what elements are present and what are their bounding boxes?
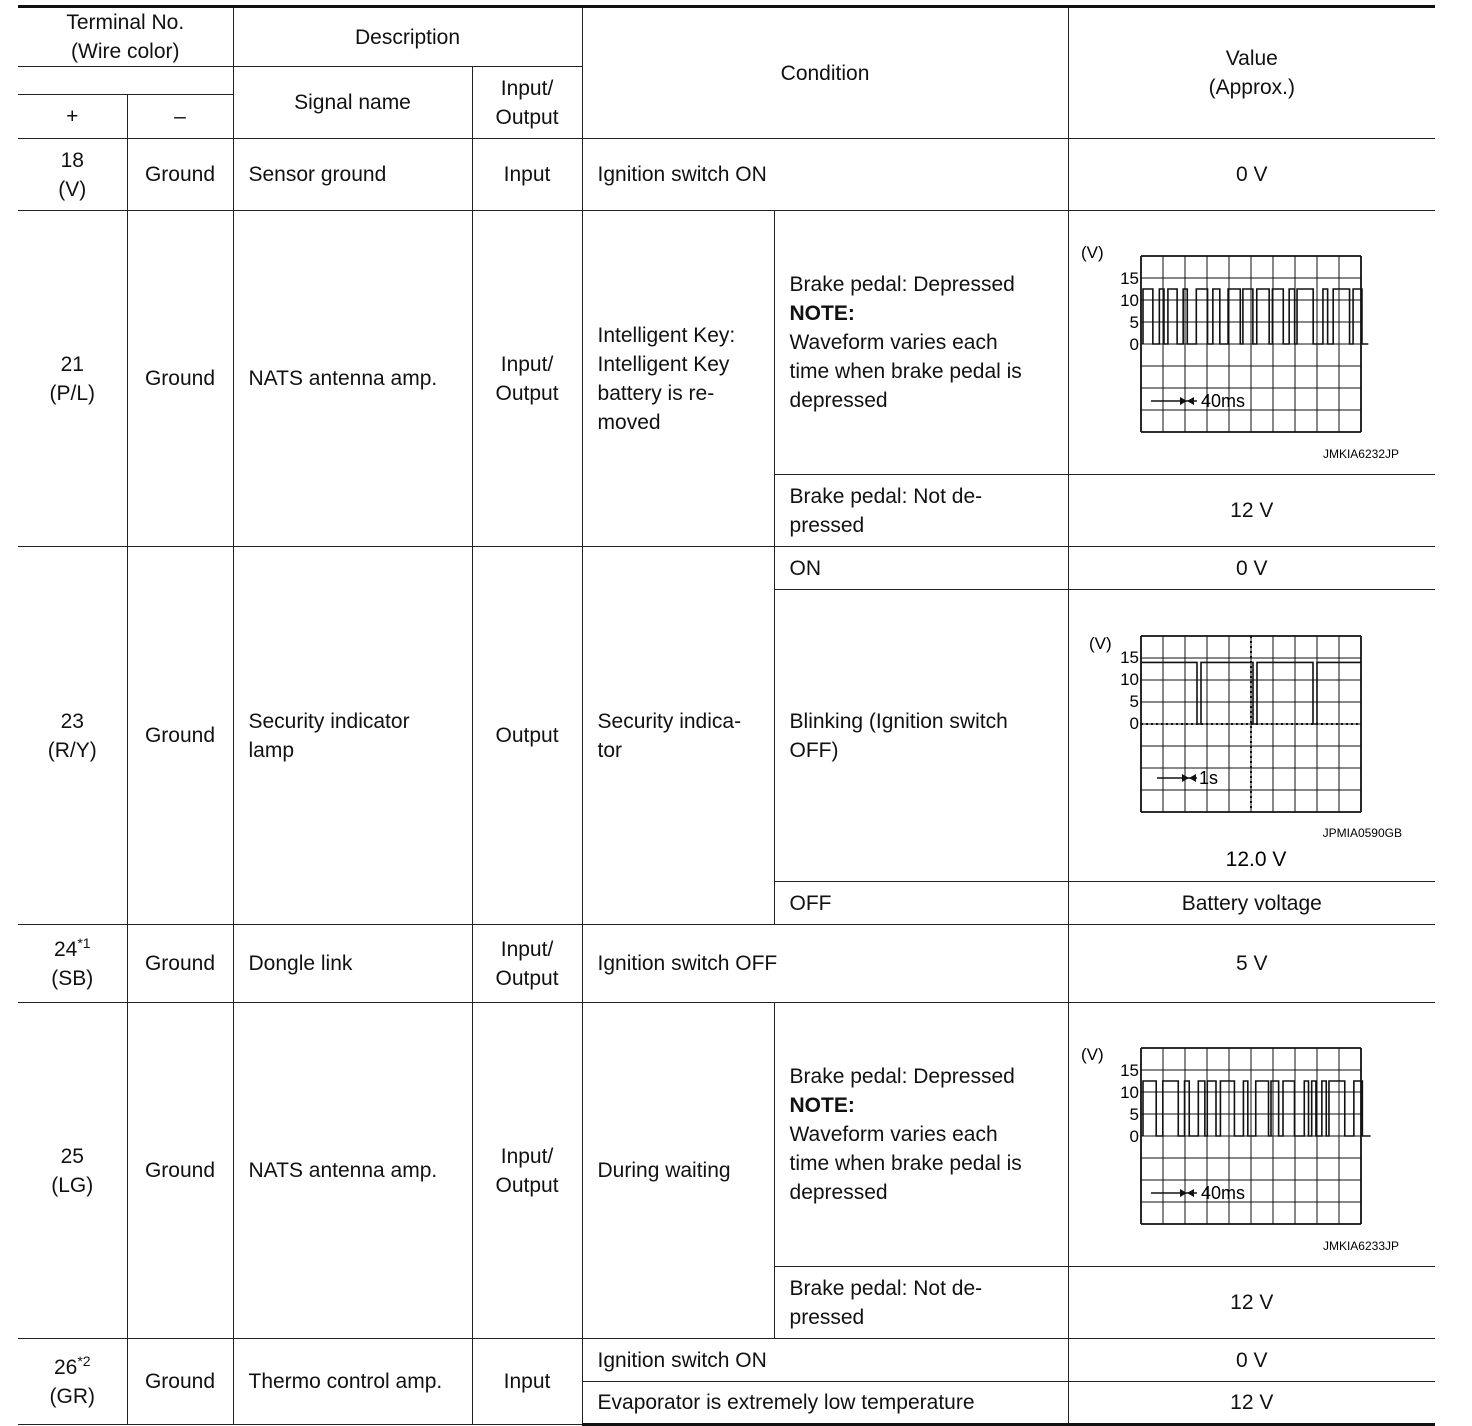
figure-code: JMKIA6232JP [1322,446,1399,461]
approx-label: (Approx.) [1208,76,1295,99]
figure-code: JMKIA6233JP [1322,1238,1399,1253]
terminal-number: 26 [53,1355,78,1379]
value-cell: 12 V [1068,475,1435,547]
io-line1: Input/ [500,1144,554,1168]
timebase-marker [1151,391,1245,411]
terminal-cell [18,211,127,547]
sub-condition-line: time when brake pedal is [789,1152,1022,1175]
terminal-cell [18,547,127,925]
timebase-marker [1157,768,1218,788]
terminal-header-spacer [18,67,233,95]
wave-tick: 15 [1119,647,1139,667]
wave-tick: 0 [1129,334,1139,354]
sub-condition-cell [774,211,1068,475]
condition-cell: Ignition switch OFF [582,925,1068,1003]
timebase-label: 40ms [1200,1182,1245,1203]
sub-condition-line: pressed [789,1305,865,1329]
wire-color: (LG) [51,1173,94,1197]
terminal-cell [18,1339,127,1425]
condition-line: Security indica- [597,709,742,733]
table-row [18,211,1435,475]
value-cell: 5 V [1068,925,1435,1003]
sub-condition-line: depressed [789,1181,888,1204]
condition-cell: Evaporator is extremely low temperature [582,1382,1068,1425]
wire-color-label: (Wire color) [71,40,180,63]
terminal-header [18,7,233,67]
sub-condition-cell [774,590,1068,882]
signal-line: lamp [248,738,295,762]
wave-tick: 10 [1119,290,1139,310]
io-cell: Output [472,547,582,925]
header-row [18,7,1435,67]
wave-tick: 5 [1129,312,1139,332]
wave-tick: 0 [1129,713,1139,733]
io-header-line1: Input/ [500,76,554,100]
signal-cell: NATS antenna amp. [233,1003,472,1339]
table-row [18,1339,1435,1382]
terminal-cell [18,139,127,211]
value-label: Value [1225,47,1278,70]
signal-line: Security indicator [248,709,410,733]
signal-name-header: Signal name [233,67,472,139]
plus-header: + [18,95,127,139]
minus-cell: Ground [127,547,233,925]
terminal-number-line [22,1353,123,1382]
signal-cell [233,547,472,925]
waveform-cell [1068,1003,1435,1267]
waveform-chart [1069,1004,1435,1266]
waveform-cell [1068,211,1435,475]
terminal-number: 21 [60,352,84,376]
minus-cell: Ground [127,1003,233,1339]
note-label: NOTE: [789,1094,855,1117]
value-cell: 12 V [1068,1267,1435,1339]
minus-cell: Ground [127,1339,233,1425]
sub-condition-cell [774,475,1068,547]
table-row [18,1003,1435,1267]
io-cell [472,211,582,547]
sub-condition-cell: OFF [774,882,1068,925]
sub-condition-line: Waveform varies each [789,331,998,354]
sub-condition-cell [774,1003,1068,1267]
io-cell [472,925,582,1003]
sub-condition-line: Blinking (Ignition switch [789,709,1008,733]
condition-line: Intelligent Key [597,352,730,376]
terminal-number: 24 [53,937,78,961]
signal-cell: Dongle link [233,925,472,1003]
minus-cell: Ground [127,925,233,1003]
value-cell: 12 V [1068,1382,1435,1425]
waveform-cell [1068,590,1435,882]
condition-cell: During waiting [582,1003,774,1339]
terminal-spec-table [18,5,1435,1426]
io-header-line2: Output [495,105,559,129]
wave-tick: 5 [1129,691,1139,711]
condition-header: Condition [582,7,1068,139]
wire-color: (P/L) [49,381,95,405]
waveform-chart [1069,591,1435,881]
condition-line: Intelligent Key: [597,323,736,347]
wire-color: (V) [58,177,87,201]
terminal-no-label: Terminal No. [66,11,185,34]
sub-condition-line: pressed [789,513,865,537]
wire-color: (R/Y) [47,738,97,762]
timebase-marker [1151,1183,1245,1203]
wave-tick: 0 [1129,1126,1139,1146]
io-cell: Input [472,1339,582,1425]
condition-line: battery is re- [597,381,715,405]
waveform-chart [1069,212,1435,474]
value-cell: 0 V [1068,547,1435,590]
io-line1: Input/ [500,937,554,961]
condition-line: moved [597,410,661,434]
description-header: Description [233,7,582,67]
wire-color: (GR) [49,1384,95,1408]
footnote-ref: *1 [77,934,91,951]
value-cell: 0 V [1068,139,1435,211]
io-cell: Input [472,139,582,211]
terminal-number-line [22,935,123,964]
condition-cell [582,547,774,925]
minus-cell: Ground [127,139,233,211]
signal-cell: Sensor ground [233,139,472,211]
io-line1: Input/ [500,352,554,376]
sub-condition-line: Brake pedal: Depressed [789,273,1015,296]
io-line2: Output [495,966,559,990]
signal-cell: Thermo control amp. [233,1339,472,1425]
note-label: NOTE: [789,302,855,325]
io-header [472,67,582,139]
sub-condition-line: Brake pedal: Depressed [789,1065,1015,1088]
table-row [18,925,1435,1003]
sub-condition-line: Brake pedal: Not de- [789,1276,983,1300]
wave-unit: (V) [1080,1044,1104,1064]
wave-tick: 5 [1129,1104,1139,1124]
sub-condition-line: depressed [789,389,888,412]
sub-condition-cell [774,1267,1068,1339]
wave-unit: (V) [1088,633,1112,653]
wave-trace [1143,1081,1371,1136]
sub-condition-cell: ON [774,547,1068,590]
sub-condition-line: Waveform varies each [789,1123,998,1146]
wave-tick: 10 [1119,669,1139,689]
condition-line: tor [597,738,623,762]
terminal-number: 23 [60,709,84,733]
wave-tick: 15 [1119,268,1139,288]
wave-tick: 15 [1119,1060,1139,1080]
figure-code: JPMIA0590GB [1322,825,1402,840]
io-line2: Output [495,381,559,405]
value-cell: Battery voltage [1068,882,1435,925]
wave-tick: 10 [1119,1082,1139,1102]
io-cell [472,1003,582,1339]
terminal-number: 25 [60,1144,84,1168]
terminal-cell [18,1003,127,1339]
minus-cell: Ground [127,211,233,547]
footnote-ref: *2 [77,1352,91,1369]
terminal-cell [18,925,127,1003]
wire-color: (SB) [51,966,94,990]
io-line2: Output [495,1173,559,1197]
table-row [18,139,1435,211]
condition-cell: Ignition switch ON [582,1339,1068,1382]
blink-value: 12.0 V [1225,847,1286,871]
sub-condition-line: OFF) [789,738,839,762]
value-header [1068,7,1435,139]
value-cell: 0 V [1068,1339,1435,1382]
minus-header: – [127,95,233,139]
signal-cell: NATS antenna amp. [233,211,472,547]
timebase-label: 40ms [1200,390,1245,411]
sub-condition-line: time when brake pedal is [789,360,1022,383]
timebase-label: 1s [1198,767,1218,788]
condition-cell: Ignition switch ON [582,139,1068,211]
table-row [18,547,1435,590]
terminal-number: 18 [60,148,84,172]
condition-cell [582,211,774,547]
sub-condition-line: Brake pedal: Not de- [789,484,983,508]
wave-unit: (V) [1080,242,1104,262]
wave-trace [1143,289,1368,344]
